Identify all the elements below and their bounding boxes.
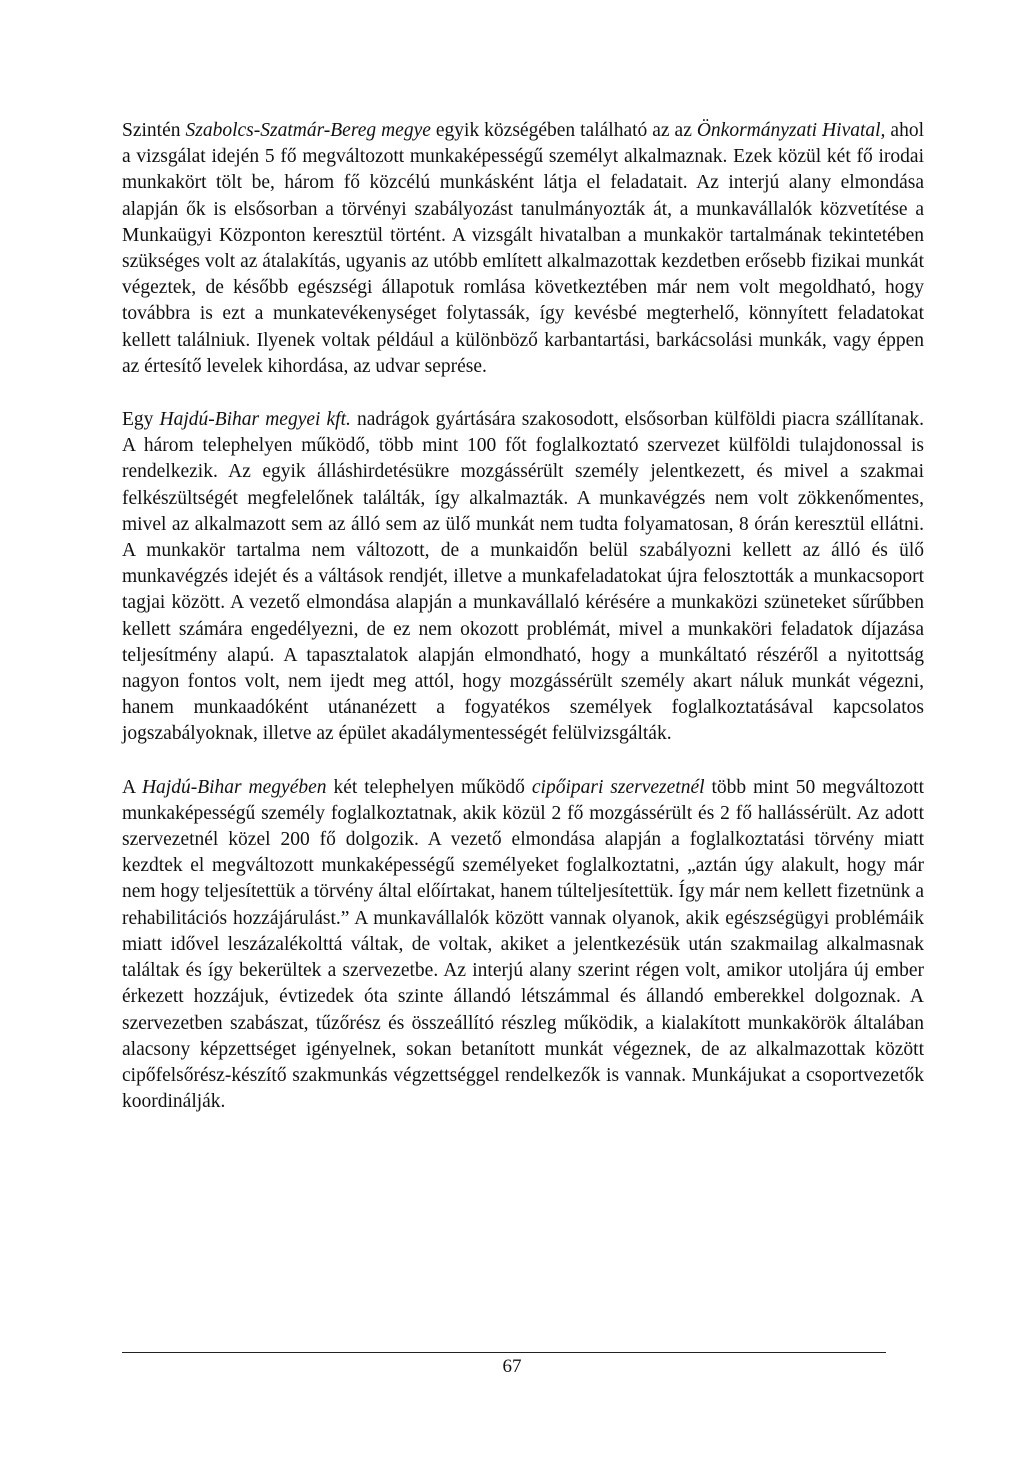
p1-text: ahol a vizsgálat idején 5 fő megváltozott munkaképességű személyt alkalmaznak. Ezek közül két fő irodai munkakört tölt be, három fő közcélú munkásként látja el feladatait. Az interjú alany elmondása alapján ők is elsősorban a törvényi szabályozást tanulmányozták át, a munkavállalók közvetítése a Munkaügyi Központon keresztül történt. A vizsgált hivatalban a munkakör tartalmának tekintetében szükséges volt az átalakítás, ugyanis az utóbb említett alkalmazottak kezdetben erősebb fizikai munkát végeztek, de később egészségi állapotuk romlása következtében már nem volt megoldható, hogy továbbra is ezt a munkatevékenységet folytassák, így kevésbé megterhelő, könnyített feladatokat kellett találniuk. Ilyenek voltak például a különböző karbantartási, barkácsolási munkák, vagy éppen az értesítő levelek kihordása, az udvar seprése. <box>122 120 924 377</box>
p1-text: egyik községében található az az <box>430 120 697 141</box>
p3-organization-name: cipőipari szervezetnél <box>531 776 705 798</box>
p3-text: A <box>122 776 142 798</box>
paragraph-3 <box>122 775 924 1116</box>
p2-company-name: Hajdú-Bihar megyei kft. <box>159 409 351 431</box>
footer-divider <box>122 1352 886 1353</box>
paragraph-1 <box>122 118 924 380</box>
p1-text: Szintén <box>122 120 186 141</box>
p3-county-name: Hajdú-Bihar megyében <box>141 776 327 798</box>
p1-office-name: Önkormányzati Hivatal, <box>696 120 886 141</box>
p3-text: két telephelyen működő <box>326 776 532 798</box>
p1-county-name: Szabolcs-Szatmár-Bereg megye <box>185 120 431 141</box>
document-body <box>122 118 924 1115</box>
page-number: 67 <box>502 1356 522 1377</box>
paragraph-2 <box>122 407 924 748</box>
p3-text: több mint 50 megváltozott munkaképességű személy foglalkoztatnak, akik közül 2 fő mozgássérült és 2 fő hallássérült. Az adott szervezetnél közel 200 fő dolgozik. A vezető elmondása alapján a foglalkoztatási törvény miatt kezdtek el megváltozott munkaképességű személyeket foglalkoztatni, „aztán úgy alakult, hogy már nem hogy teljesítettük a törvény által előírtakat, hanem túlteljesítettük. Így már nem kellett fizetnünk a rehabilitációs hozzájárulást.” A munkavállalók között vannak olyanok, akik egészségügyi problémáik miatt idővel leszázalékolttá váltak, de voltak, akiket a jelentkezésük után szakmailag alkalmasnak találtak és így bekerültek a szervezetbe. Az interjú alany szerint régen volt, amikor utoljára új ember érkezett hozzájuk, évtizedek óta szinte állandó létszámmal és állandó emberekkel dolgoznak. A szervezetben szabászat, tűzőrész és összeállító részleg működik, a kialakított munkakörök általában alacsony képzettséget igényelnek, sokan betanított munkát végeznek, de az alkalmazottak között cipőfelsőrész-készítő szakmunkás végzettséggel rendelkezők is vannak. Munkájukat a csoportvezetők koordinálják. <box>122 776 924 1113</box>
p2-text: nadrágok gyártására szakosodott, elsősorban külföldi piacra szállítanak. A három telephelyen működő, több mint 100 főt foglalkoztató szervezet külföldi tulajdonossal is rendelkezik. Az egyik álláshirdetésükre mozgássérült személy jelentkezett, és mivel a szakmai felkészültségét megfelelőnek találták, így alkalmazták. A munkavégzés nem volt zökkenőmentes, mivel az alkalmazott sem az álló sem az ülő munkát nem tudta folyamatosan, 8 órán keresztül ellátni. A munkakör tartalma nem változott, de a munkaidőn belül szabályozni kellett az álló és ülő munkavégzés idejét és a váltások rendjét, illetve a munkafeladatokat újra felosztották a munkacsoport tagjai között. A vezető elmondása alapján a munkavállaló kérésére a munkaközi szüneteket sűrűbben kellett számára engedélyezni, de ez nem okozott problémát, mivel a munkaköri feladatok díjazása teljesítmény alapú. A tapasztalatok alapján elmondható, hogy a munkáltató részéről a nyitottság nagyon fontos volt, nem ijedt meg attól, hogy mozgássérült személy akart náluk munkát végezni, hanem munkaadóként utánanézett a fogyatékos személyek foglalkoztatásával kapcsolatos jogszabályoknak, illetve az épület akadálymentességét felülvizsgálták. <box>122 409 924 745</box>
p2-text: Egy <box>122 409 160 431</box>
